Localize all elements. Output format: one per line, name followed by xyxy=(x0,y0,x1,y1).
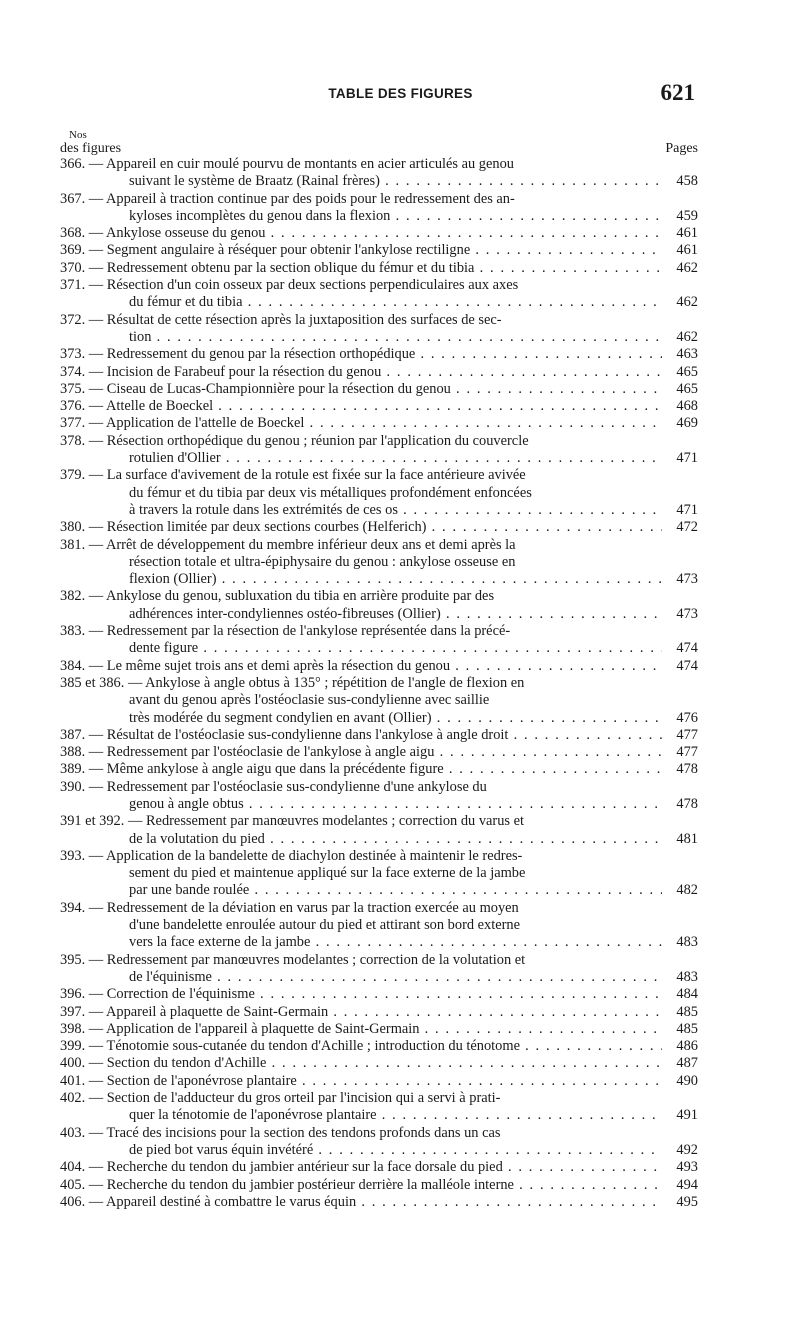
figure-number: 404. xyxy=(60,1159,86,1176)
page-ref: 487 xyxy=(676,1055,698,1072)
figure-caption: quer la ténotomie de l'aponévrose plantaire xyxy=(129,1107,377,1124)
entry-line xyxy=(60,744,662,761)
figure-entry xyxy=(60,191,698,226)
entry-line xyxy=(60,1038,662,1055)
figure-caption: genou à angle obtus xyxy=(129,795,244,812)
figure-number: 394. xyxy=(60,899,86,916)
entry-line xyxy=(60,329,662,346)
figure-caption: — Application de l'appareil à plaquette de Saint-Germain xyxy=(88,1020,420,1037)
page-number: 621 xyxy=(660,80,695,105)
figure-caption: à travers la rotule dans les extrémités de ces os xyxy=(129,501,398,518)
figure-caption: — Le même sujet trois ans et demi après la résection du genou xyxy=(88,657,451,674)
page-ref: 477 xyxy=(676,744,698,761)
entry-line xyxy=(60,1055,662,1072)
figure-number: 391 et 392. xyxy=(60,813,125,830)
figure-entry xyxy=(60,1055,698,1072)
entry-line xyxy=(60,986,662,1003)
figure-caption: — Section de l'adducteur du gros orteil par l'incision qui a servi à prati- xyxy=(88,1090,501,1107)
figure-caption: avant du genou après l'ostéoclasie sus-condylienne avec saillie xyxy=(129,692,490,709)
figure-entry xyxy=(60,519,698,536)
figure-caption: de la volutation du pied xyxy=(129,830,265,847)
figure-entry xyxy=(60,277,698,312)
pages-label: Pages xyxy=(665,141,698,156)
page-ref: 481 xyxy=(676,830,698,847)
figure-entry xyxy=(60,848,698,900)
figure-entry xyxy=(60,986,698,1003)
entry-line xyxy=(60,450,662,467)
entry-line xyxy=(60,1021,662,1038)
figure-number: 383. xyxy=(60,623,86,640)
entry-line xyxy=(60,934,662,951)
figure-caption: — Application de la bandelette de diachylon destinée à maintenir le redres- xyxy=(88,847,523,864)
figure-caption: par une bande roulée xyxy=(129,882,250,899)
figure-entry xyxy=(60,1159,698,1176)
figure-caption: — Redressement par l'ostéoclasie sus-condylienne d'une ankylose du xyxy=(88,778,487,795)
entry-line xyxy=(60,364,662,381)
entry-line xyxy=(60,917,662,934)
figure-caption: kyloses incomplètes du genou dans la flexion xyxy=(129,207,391,224)
figure-caption: — Redressement de la déviation en varus par la traction exercée au moyen xyxy=(88,899,519,916)
page-ref: 465 xyxy=(676,380,698,397)
figure-entry xyxy=(60,537,698,589)
figure-entry xyxy=(60,1090,698,1125)
entry-line xyxy=(60,554,662,571)
page-ref: 478 xyxy=(676,761,698,778)
entry-line xyxy=(60,173,662,190)
entry-line xyxy=(60,761,662,778)
figure-caption: — Appareil destiné à combattre le varus équin xyxy=(88,1193,357,1210)
figure-caption: — Redressement par manœuvres modelantes ; correction de la volutation et xyxy=(88,951,526,968)
running-title: TABLE DES FIGURES xyxy=(328,86,473,101)
figure-caption: adhérences inter-condyliennes ostéo-fibreuses (Ollier) xyxy=(129,605,441,622)
figure-caption: — Appareil en cuir moulé pourvu de montants en acier articulés au genou xyxy=(88,156,514,172)
figure-number: 371. xyxy=(60,277,86,294)
figure-number: 385 et 386. xyxy=(60,674,125,691)
entry-line xyxy=(60,398,662,415)
figure-entry xyxy=(60,761,698,778)
page-ref: 491 xyxy=(676,1107,698,1124)
figure-caption: très modérée du segment condylien en avant (Ollier) xyxy=(129,709,432,726)
figure-number: 367. xyxy=(60,190,86,207)
figure-number: 369. xyxy=(60,242,86,259)
page-ref: 478 xyxy=(676,795,698,812)
figure-number: 375. xyxy=(60,380,86,397)
figure-number: 366. xyxy=(60,156,86,172)
figure-entry xyxy=(60,623,698,658)
page-ref: 482 xyxy=(676,882,698,899)
entry-line xyxy=(60,813,662,830)
figure-entry xyxy=(60,1125,698,1160)
entry-line xyxy=(60,1125,662,1142)
figure-caption: — Application de l'attelle de Boeckel xyxy=(88,415,305,432)
figure-entry xyxy=(60,952,698,987)
figure-entry xyxy=(60,744,698,761)
page-ref: 469 xyxy=(676,415,698,432)
figure-entry xyxy=(60,398,698,415)
page-ref: 461 xyxy=(676,225,698,242)
figures-label: des figures xyxy=(60,141,122,156)
page-ref: 461 xyxy=(676,242,698,259)
figure-entry xyxy=(60,312,698,347)
entry-line xyxy=(60,796,662,813)
figure-caption: rotulien d'Ollier xyxy=(129,450,221,467)
entry-line xyxy=(60,1073,662,1090)
entry-line xyxy=(60,969,662,986)
page-ref: 458 xyxy=(676,173,698,190)
figure-number: 380. xyxy=(60,519,86,536)
entry-line xyxy=(60,415,662,432)
figure-list xyxy=(60,156,698,1211)
entry-line xyxy=(60,882,662,899)
page-ref: 459 xyxy=(676,207,698,224)
entry-line xyxy=(60,1142,662,1159)
figure-caption: suivant le système de Braatz (Rainal frères) xyxy=(129,173,380,190)
figure-number: 370. xyxy=(60,259,86,276)
entry-line xyxy=(60,692,662,709)
figure-number: 401. xyxy=(60,1072,86,1089)
figure-entry xyxy=(60,433,698,468)
figure-number: 373. xyxy=(60,346,86,363)
entry-line xyxy=(60,606,662,623)
figure-number: 381. xyxy=(60,536,86,553)
entry-line xyxy=(60,779,662,796)
figure-caption: résection totale et ultra-épiphysaire du genou : ankylose osseuse en xyxy=(129,553,516,570)
figure-caption: dente figure xyxy=(129,640,199,657)
entry-line xyxy=(60,952,662,969)
figure-caption: — Résultat de cette résection après la juxtaposition des surfaces de sec- xyxy=(88,311,502,328)
figure-caption: — Recherche du tendon du jambier postérieur derrière la malléole interne xyxy=(88,1176,514,1193)
entry-line xyxy=(60,242,662,259)
figure-entry xyxy=(60,467,698,519)
figure-entry xyxy=(60,364,698,381)
figure-number: 405. xyxy=(60,1176,86,1193)
figure-caption: — Appareil à traction continue par des poids pour le redressement des an- xyxy=(88,190,515,207)
figure-entry xyxy=(60,260,698,277)
figure-entry xyxy=(60,675,698,727)
figure-caption: — Ankylose du genou, subluxation du tibia en arrière produite par des xyxy=(88,588,495,605)
entry-line xyxy=(60,588,662,605)
figure-number: 382. xyxy=(60,588,86,605)
entry-line xyxy=(60,710,662,727)
figure-entry xyxy=(60,900,698,952)
figure-entry xyxy=(60,1073,698,1090)
page-ref: 468 xyxy=(676,398,698,415)
figure-caption: — Redressement par manœuvres modelantes ; correction du varus et xyxy=(127,813,524,830)
page-ref: 473 xyxy=(676,605,698,622)
figure-caption: — Appareil à plaquette de Saint-Germain xyxy=(88,1003,329,1020)
figure-caption: — Ciseau de Lucas-Championnière pour la résection du genou xyxy=(88,380,451,397)
entry-line xyxy=(60,1194,662,1211)
figure-number: 374. xyxy=(60,363,86,380)
figure-entry xyxy=(60,813,698,848)
entry-line xyxy=(60,1090,662,1107)
entry-line xyxy=(60,831,662,848)
entry-line xyxy=(60,900,662,917)
entry-line xyxy=(60,208,662,225)
page-ref: 462 xyxy=(676,294,698,311)
figure-entry xyxy=(60,242,698,259)
figure-caption: — Redressement par la résection de l'ankylose représentée dans la précé- xyxy=(88,623,511,640)
page-ref: 492 xyxy=(676,1141,698,1158)
page-ref: 477 xyxy=(676,726,698,743)
entry-line xyxy=(60,623,662,640)
figure-caption: — Résultat de l'ostéoclasie sus-condylienne dans l'ankylose à angle droit xyxy=(88,726,509,743)
page-ref: 472 xyxy=(676,519,698,536)
entry-line xyxy=(60,485,662,502)
figure-number: 388. xyxy=(60,744,86,761)
figure-number: 368. xyxy=(60,225,86,242)
figure-caption: — Section du tendon d'Achille xyxy=(88,1055,267,1072)
running-head xyxy=(0,78,801,108)
figure-caption: sement du pied et maintenue appliqué sur la face externe de la jambe xyxy=(129,865,526,882)
figure-caption: — Incision de Farabeuf pour la résection du genou xyxy=(88,363,382,380)
figure-caption: — Segment angulaire à réséquer pour obtenir l'ankylose rectiligne xyxy=(88,242,471,259)
figure-entry xyxy=(60,1177,698,1194)
page-ref: 494 xyxy=(676,1176,698,1193)
entry-line xyxy=(60,571,662,588)
figure-entry xyxy=(60,415,698,432)
entry-line xyxy=(60,727,662,744)
figure-number: 395. xyxy=(60,951,86,968)
page-ref: 493 xyxy=(676,1159,698,1176)
figure-number: 384. xyxy=(60,657,86,674)
figure-number: 389. xyxy=(60,761,86,778)
figure-entry xyxy=(60,588,698,623)
figure-number: 406. xyxy=(60,1193,86,1210)
page-ref: 476 xyxy=(676,709,698,726)
figure-caption: — Section de l'aponévrose plantaire xyxy=(88,1072,297,1089)
entry-line xyxy=(60,658,662,675)
entry-line xyxy=(60,381,662,398)
nos-label: Nos xyxy=(69,129,87,141)
entry-line xyxy=(60,294,662,311)
figure-caption: — Attelle de Boeckel xyxy=(88,398,214,415)
entry-line xyxy=(60,519,662,536)
figure-caption: — Correction de l'équinisme xyxy=(88,986,255,1003)
entry-line xyxy=(60,502,662,519)
figure-entry xyxy=(60,381,698,398)
entry-line xyxy=(60,675,662,692)
page-ref: 471 xyxy=(676,501,698,518)
figure-caption: — Recherche du tendon du jambier antérieur sur la face dorsale du pied xyxy=(88,1159,503,1176)
figure-number: 377. xyxy=(60,415,86,432)
page-ref: 485 xyxy=(676,1003,698,1020)
figure-entry xyxy=(60,346,698,363)
entry-line xyxy=(60,467,662,484)
entry-line xyxy=(60,225,662,242)
entry-line xyxy=(60,277,662,294)
page-ref: 465 xyxy=(676,363,698,380)
figure-caption: — Redressement par l'ostéoclasie de l'ankylose à angle aigu xyxy=(88,744,435,761)
figure-number: 396. xyxy=(60,986,86,1003)
entry-line xyxy=(60,260,662,277)
page-ref: 495 xyxy=(676,1193,698,1210)
figure-caption: — Ankylose à angle obtus à 135° ; répétition de l'angle de flexion en xyxy=(127,674,525,691)
figure-number: 400. xyxy=(60,1055,86,1072)
figure-number: 390. xyxy=(60,778,86,795)
figure-caption: — Redressement du genou par la résection orthopédique xyxy=(88,346,416,363)
figure-number: 403. xyxy=(60,1124,86,1141)
figure-caption: du fémur et du tibia xyxy=(129,294,243,311)
page-ref: 485 xyxy=(676,1020,698,1037)
figure-caption: — Même ankylose à angle aigu que dans la précédente figure xyxy=(88,761,444,778)
figure-caption: de l'équinisme xyxy=(129,968,212,985)
figure-entry xyxy=(60,1194,698,1211)
figure-entry xyxy=(60,156,698,191)
entry-line xyxy=(60,865,662,882)
figure-number: 393. xyxy=(60,847,86,864)
entry-line xyxy=(60,156,662,173)
figure-caption: flexion (Ollier) xyxy=(129,571,217,588)
page-ref: 462 xyxy=(676,328,698,345)
entry-line xyxy=(60,191,662,208)
entry-line xyxy=(60,1159,662,1176)
figure-number: 372. xyxy=(60,311,86,328)
figure-number: 378. xyxy=(60,432,86,449)
figure-caption: — Tracé des incisions pour la section des tendons profonds dans un cas xyxy=(88,1124,501,1141)
entry-line xyxy=(60,312,662,329)
figure-entry xyxy=(60,658,698,675)
figure-entry xyxy=(60,1004,698,1021)
figure-caption: d'une bandelette enroulée autour du pied et attirant son bord externe xyxy=(129,917,520,934)
entry-line xyxy=(60,537,662,554)
figure-caption: tion xyxy=(129,328,152,345)
figure-caption: — Résection orthopédique du genou ; réunion par l'application du couvercle xyxy=(88,432,529,449)
entry-line xyxy=(60,1004,662,1021)
figure-number: 397. xyxy=(60,1003,86,1020)
page-ref: 473 xyxy=(676,571,698,588)
page-ref: 483 xyxy=(676,934,698,951)
figure-entry xyxy=(60,779,698,814)
entry-line xyxy=(60,640,662,657)
page-ref: 474 xyxy=(676,640,698,657)
figure-caption: — Résection limitée par deux sections courbes (Helferich) xyxy=(88,519,427,536)
figure-number: 398. xyxy=(60,1020,86,1037)
figure-caption: de pied bot varus équin invétéré xyxy=(129,1141,314,1158)
page-ref: 486 xyxy=(676,1038,698,1055)
figure-number: 387. xyxy=(60,726,86,743)
entry-line xyxy=(60,1107,662,1124)
figure-caption: — Redressement obtenu par la section oblique du fémur et du tibia xyxy=(88,259,475,276)
entry-line xyxy=(60,346,662,363)
figure-caption: — La surface d'avivement de la rotule est fixée sur la face antérieure avivée xyxy=(88,467,526,484)
figure-entry xyxy=(60,727,698,744)
entry-line xyxy=(60,848,662,865)
figure-caption: — Résection d'un coin osseux par deux sections perpendiculaires aux axes xyxy=(88,277,519,294)
page-ref: 471 xyxy=(676,450,698,467)
figure-caption: — Ténotomie sous-cutanée du tendon d'Achille ; introduction du ténotome xyxy=(88,1038,520,1055)
figure-caption: du fémur et du tibia par deux vis métalliques profondément enfoncées xyxy=(129,484,532,501)
page-ref: 463 xyxy=(676,346,698,363)
figure-number: 399. xyxy=(60,1038,86,1055)
figure-entry xyxy=(60,1021,698,1038)
figure-number: 379. xyxy=(60,467,86,484)
figure-number: 402. xyxy=(60,1090,86,1107)
figure-entry xyxy=(60,1038,698,1055)
page-ref: 484 xyxy=(676,986,698,1003)
figure-number: 376. xyxy=(60,398,86,415)
figure-caption: — Ankylose osseuse du genou xyxy=(88,225,266,242)
figure-caption: vers la face externe de la jambe xyxy=(129,934,311,951)
figure-entry xyxy=(60,225,698,242)
page-ref: 483 xyxy=(676,968,698,985)
entry-line xyxy=(60,1177,662,1194)
page-ref: 474 xyxy=(676,657,698,674)
figure-caption: — Arrêt de développement du membre inférieur deux ans et demi après la xyxy=(88,536,516,553)
entry-line xyxy=(60,433,662,450)
page-ref: 490 xyxy=(676,1072,698,1089)
page-ref: 462 xyxy=(676,259,698,276)
